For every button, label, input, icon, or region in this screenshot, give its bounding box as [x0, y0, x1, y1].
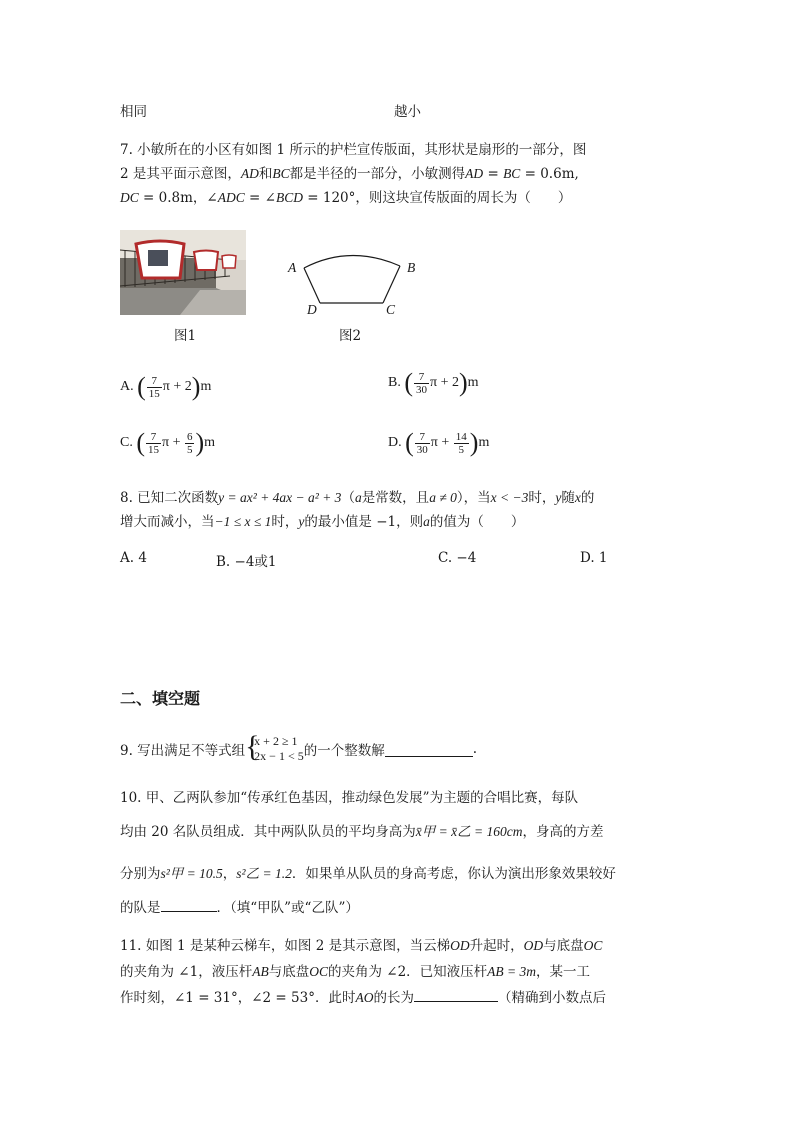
q8-option-d[interactable]: D. 1 — [580, 550, 608, 566]
top-line-left: 相同 — [120, 104, 147, 120]
q7-option-b[interactable]: B. ( $\frac{7}{30}$ π + 2)m — [388, 368, 479, 397]
q7-line3: DC = 0.8m，∠ADC = ∠BCD = 120°，则这块宣传版面的周长为（ ） — [120, 190, 572, 206]
q7-line1: 7. 小敏所在的小区有如图 1 所示的护栏宣传版面，其形状是扇形的一部分，图 — [120, 142, 587, 158]
q8-option-c[interactable]: C. −4 — [438, 550, 477, 566]
segment-ad — [304, 268, 320, 303]
q8-option-b[interactable]: B. −4或1 — [216, 554, 277, 570]
q11-line2: 的夹角为 ∠1，液压杆AB与底盘OC的夹角为 ∠2．已知液压杆AB = 3m，某一工 — [120, 964, 591, 980]
figure-2-caption: 图2 — [339, 328, 362, 344]
q7-option-a[interactable]: A. ( $\frac{7}{15}$ π + 2)m — [120, 372, 212, 401]
q11-line3: 作时刻，∠1 = 31°，∠2 = 53°．此时AO的长为 （精确到小数点后 — [120, 986, 606, 1006]
fence-photo-image — [120, 230, 246, 315]
section-heading: 二、填空题 — [120, 689, 201, 708]
q10-line2: 均由 20 名队员组成．其中两队队员的平均身高为x̄甲 = x̄乙 = 160cm，身高的方差 — [120, 824, 604, 840]
q11-line1: 11. 如图 1 是某种云梯车，如图 2 是其示意图，当云梯OD升起时，OD与底盘OC — [120, 938, 603, 954]
q10-line3: 分别为s²甲 = 10.5，s²乙 = 1.2．如果单从队员的身高考虑，你认为演出形象效果较好 — [120, 866, 616, 882]
q7-line2: 2 是其平面示意图，AD和BC都是半径的一部分，小敏测得AD = BC = 0.6m, — [120, 166, 579, 182]
q8-option-a[interactable]: A. 4 — [120, 550, 147, 566]
q8-line1: 8. 已知二次函数y = ax² + 4ax − a² + 3（a是常数，且a ≠ 0），当x < −3时，y随x的 — [120, 490, 595, 506]
q7-option-c[interactable]: C. ( $\frac{7}{15}$ π + $\frac{6}{5}$ )m — [120, 428, 216, 457]
q9-answer-blank[interactable] — [385, 742, 473, 757]
q10-answer-blank[interactable] — [161, 897, 217, 912]
inequality-system: { x + 2 ≥ 1 2x − 1 < 5 — [245, 730, 304, 763]
figure-1-caption: 图1 — [174, 328, 197, 344]
label-c: C — [386, 302, 396, 317]
arc-ab — [304, 255, 400, 268]
label-a: A — [288, 260, 297, 275]
segment-bc — [383, 266, 400, 303]
q10-line1: 10. 甲、乙两队参加“传承红色基因，推动绿色发展”为主题的合唱比赛，每队 — [120, 790, 579, 806]
q11-answer-blank[interactable] — [414, 987, 498, 1002]
q7-option-d[interactable]: D. ( $\frac{7}{30}$ π + $\frac{14}{5}$ )m — [388, 428, 490, 457]
figure-1-photo — [120, 230, 246, 315]
q8-line2: 增大而减小，当−1 ≤ x ≤ 1时，y的最小值是 −1，则a的值为（ ） — [120, 514, 525, 530]
label-b: B — [407, 260, 416, 275]
q10-line4: 的队是 ．（填“甲队”或“乙队”） — [120, 896, 359, 916]
label-d: D — [307, 302, 317, 317]
figure-2-diagram — [284, 248, 424, 320]
q9-line: 9. 写出满足不等式组 { x + 2 ≥ 1 2x − 1 < 5 的一个整数解 . — [120, 730, 478, 763]
top-line-right: 越小 — [394, 104, 421, 120]
